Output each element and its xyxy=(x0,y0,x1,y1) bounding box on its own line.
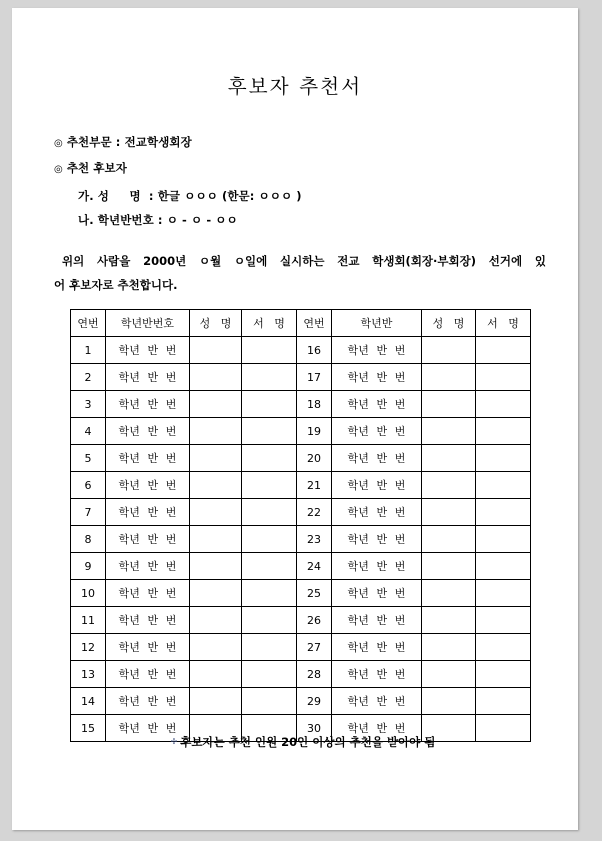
cell-sign-right[interactable] xyxy=(476,499,531,526)
cell-name-right[interactable] xyxy=(422,445,476,472)
header-sign-left: 서 명 xyxy=(242,310,297,337)
cell-class-right: 학년 반 번 xyxy=(332,688,422,715)
cell-sign-right[interactable] xyxy=(476,472,531,499)
cell-name-left[interactable] xyxy=(190,364,242,391)
cell-class-right: 학년 반 번 xyxy=(332,661,422,688)
cell-no-right: 26 xyxy=(297,607,332,634)
paragraph-word: 있 xyxy=(534,254,546,268)
table-header-row xyxy=(71,310,531,337)
cell-class-left: 학년 반 번 xyxy=(106,553,190,580)
footnote xyxy=(12,720,578,764)
paragraph-word: 선거에 xyxy=(488,254,523,268)
cell-class-right: 학년 반 번 xyxy=(332,337,422,364)
cell-class-right: 학년 반 번 xyxy=(332,715,422,742)
cell-no-right: 20 xyxy=(297,445,332,472)
cell-class-left: 학년 반 번 xyxy=(106,499,190,526)
cell-sign-left[interactable] xyxy=(242,445,297,472)
cell-sign-right[interactable] xyxy=(476,391,531,418)
table-body xyxy=(71,337,531,742)
footnote-text: 후보자는 추천 인원 20인 이상의 추천을 받아야 됨 xyxy=(180,735,436,749)
cell-sign-right[interactable] xyxy=(476,364,531,391)
table-row xyxy=(71,661,531,688)
cell-no-left: 6 xyxy=(71,472,106,499)
double-circle-bullet-icon: ◎ xyxy=(54,137,63,149)
cell-no-left: 2 xyxy=(71,364,106,391)
cell-name-right[interactable] xyxy=(422,607,476,634)
cell-sign-left[interactable] xyxy=(242,499,297,526)
bullet-line-candidate xyxy=(54,160,127,176)
cell-sign-left[interactable] xyxy=(242,553,297,580)
cell-name-left[interactable] xyxy=(190,688,242,715)
cell-no-right: 30 xyxy=(297,715,332,742)
cell-name-right[interactable] xyxy=(422,553,476,580)
cell-class-right: 학년 반 번 xyxy=(332,580,422,607)
cell-sign-left[interactable] xyxy=(242,526,297,553)
cell-no-left: 15 xyxy=(71,715,106,742)
document-page xyxy=(12,8,578,830)
cell-class-right: 학년 반 번 xyxy=(332,607,422,634)
cell-no-right: 16 xyxy=(297,337,332,364)
header-class-right: 학년반 xyxy=(332,310,422,337)
cell-sign-right[interactable] xyxy=(476,607,531,634)
cell-no-right: 18 xyxy=(297,391,332,418)
cell-class-right: 학년 반 번 xyxy=(332,445,422,472)
cell-sign-right[interactable] xyxy=(476,418,531,445)
cell-name-left[interactable] xyxy=(190,553,242,580)
cell-sign-right[interactable] xyxy=(476,580,531,607)
table-header xyxy=(71,310,531,337)
cell-no-left: 4 xyxy=(71,418,106,445)
cell-class-right: 학년 반 번 xyxy=(332,634,422,661)
page-title: 후보자 추천서 xyxy=(227,75,363,98)
cell-name-right[interactable] xyxy=(422,526,476,553)
header-sign-right: 서 명 xyxy=(476,310,531,337)
cell-name-left[interactable] xyxy=(190,634,242,661)
cell-name-left[interactable] xyxy=(190,445,242,472)
cell-class-left: 학년 반 번 xyxy=(106,607,190,634)
cell-no-right: 19 xyxy=(297,418,332,445)
cell-class-left: 학년 반 번 xyxy=(106,688,190,715)
table-row xyxy=(71,364,531,391)
cell-sign-right[interactable] xyxy=(476,661,531,688)
cell-sign-right[interactable] xyxy=(476,553,531,580)
paragraph-word: 사람을 xyxy=(96,254,131,268)
cell-sign-left[interactable] xyxy=(242,364,297,391)
table-row xyxy=(71,580,531,607)
cell-class-right: 학년 반 번 xyxy=(332,364,422,391)
table-row xyxy=(71,499,531,526)
cell-no-right: 25 xyxy=(297,580,332,607)
cell-no-left: 13 xyxy=(71,661,106,688)
cell-sign-left[interactable] xyxy=(242,688,297,715)
cell-no-left: 7 xyxy=(71,499,106,526)
cell-class-left: 학년 반 번 xyxy=(106,661,190,688)
cell-name-left[interactable] xyxy=(190,607,242,634)
cell-no-left: 11 xyxy=(71,607,106,634)
cell-class-left: 학년 반 번 xyxy=(106,337,190,364)
paragraph-word: ㅇ일에 xyxy=(233,254,268,268)
header-name-right: 성 명 xyxy=(422,310,476,337)
table-row xyxy=(71,526,531,553)
candidate-name-field-line: 가. 성 명 : 한글 ㅇㅇㅇ (한문: ㅇㅇㅇ ) xyxy=(78,189,302,203)
cell-sign-left[interactable] xyxy=(242,607,297,634)
header-no-right: 연번 xyxy=(297,310,332,337)
cell-class-left: 학년 반 번 xyxy=(106,580,190,607)
cell-class-left: 학년 반 번 xyxy=(106,472,190,499)
cell-class-right: 학년 반 번 xyxy=(332,526,422,553)
cell-no-left: 5 xyxy=(71,445,106,472)
cell-class-right: 학년 반 번 xyxy=(332,391,422,418)
paragraph-word: 학생회(회장·부회장) xyxy=(372,254,476,268)
cell-class-left: 학년 반 번 xyxy=(106,715,190,742)
footnote-marker-icon: ✢ xyxy=(170,737,178,746)
cell-no-left: 14 xyxy=(71,688,106,715)
paragraph-word: 실시하는 xyxy=(280,254,325,268)
cell-class-right: 학년 반 번 xyxy=(332,472,422,499)
cell-name-left[interactable] xyxy=(190,661,242,688)
paragraph-word: 위의 xyxy=(62,254,85,268)
cell-sign-left[interactable] xyxy=(242,391,297,418)
cell-name-left[interactable] xyxy=(190,499,242,526)
cell-sign-right[interactable] xyxy=(476,445,531,472)
cell-name-left[interactable] xyxy=(190,391,242,418)
cell-no-left: 3 xyxy=(71,391,106,418)
table-row xyxy=(71,391,531,418)
cell-class-left: 학년 반 번 xyxy=(106,418,190,445)
cell-class-left: 학년 반 번 xyxy=(106,391,190,418)
cell-class-right: 학년 반 번 xyxy=(332,553,422,580)
cell-class-right: 학년 반 번 xyxy=(332,499,422,526)
cell-name-right[interactable] xyxy=(422,688,476,715)
cell-name-right[interactable] xyxy=(422,337,476,364)
paragraph-word: ㅇ월 xyxy=(198,254,222,268)
cell-name-left[interactable] xyxy=(190,337,242,364)
cell-class-left: 학년 반 번 xyxy=(106,445,190,472)
cell-name-right[interactable] xyxy=(422,391,476,418)
header-class-left: 학년반번호 xyxy=(106,310,190,337)
cell-sign-left[interactable] xyxy=(242,580,297,607)
cell-name-left[interactable] xyxy=(190,418,242,445)
candidate-class-number-field-line: 나. 학년반번호 : ㅇ - ㅇ - ㅇㅇ xyxy=(78,213,238,227)
cell-sign-left[interactable] xyxy=(242,472,297,499)
cell-name-left[interactable] xyxy=(190,580,242,607)
cell-no-right: 27 xyxy=(297,634,332,661)
cell-name-right[interactable] xyxy=(422,661,476,688)
cell-no-right: 22 xyxy=(297,499,332,526)
paragraph-word: 전교 xyxy=(337,254,360,268)
bullet-label-recommendation-category: 추천부문 : 전교학생회장 xyxy=(66,135,192,149)
cell-sign-left[interactable] xyxy=(242,634,297,661)
cell-sign-left[interactable] xyxy=(242,661,297,688)
table-row xyxy=(71,553,531,580)
cell-no-right: 28 xyxy=(297,661,332,688)
cell-no-right: 17 xyxy=(297,364,332,391)
cell-name-right[interactable] xyxy=(422,580,476,607)
body-paragraph-line-2: 어 후보자로 추천합니다. xyxy=(54,278,178,292)
cell-no-right: 29 xyxy=(297,688,332,715)
cell-name-right[interactable] xyxy=(422,364,476,391)
cell-no-left: 10 xyxy=(71,580,106,607)
cell-no-left: 8 xyxy=(71,526,106,553)
cell-sign-right[interactable] xyxy=(476,526,531,553)
paragraph-word: 2000년 xyxy=(143,254,187,268)
table-row xyxy=(71,688,531,715)
table-row xyxy=(71,472,531,499)
bullet-label-candidate: 추천 후보자 xyxy=(66,161,127,175)
cell-name-right[interactable] xyxy=(422,472,476,499)
cell-name-right[interactable] xyxy=(422,634,476,661)
cell-no-right: 24 xyxy=(297,553,332,580)
cell-sign-right[interactable] xyxy=(476,634,531,661)
header-name-left: 성 명 xyxy=(190,310,242,337)
cell-no-left: 1 xyxy=(71,337,106,364)
double-circle-bullet-icon: ◎ xyxy=(54,163,63,175)
cell-sign-left[interactable] xyxy=(242,337,297,364)
cell-sign-right[interactable] xyxy=(476,337,531,364)
cell-sign-left[interactable] xyxy=(242,418,297,445)
cell-no-right: 21 xyxy=(297,472,332,499)
table-row xyxy=(71,634,531,661)
cell-sign-right[interactable] xyxy=(476,688,531,715)
table-row xyxy=(71,445,531,472)
cell-class-left: 학년 반 번 xyxy=(106,634,190,661)
table-row xyxy=(71,607,531,634)
cell-class-right: 학년 반 번 xyxy=(332,418,422,445)
body-paragraph xyxy=(54,249,546,297)
cell-class-left: 학년 반 번 xyxy=(106,526,190,553)
cell-name-left[interactable] xyxy=(190,472,242,499)
cell-no-left: 9 xyxy=(71,553,106,580)
table-row xyxy=(71,337,531,364)
table-row xyxy=(71,418,531,445)
bullet-line-recommendation-category xyxy=(54,134,192,150)
cell-no-left: 12 xyxy=(71,634,106,661)
header-no-left: 연번 xyxy=(71,310,106,337)
cell-no-right: 23 xyxy=(297,526,332,553)
cell-name-right[interactable] xyxy=(422,499,476,526)
body-paragraph-line-1 xyxy=(54,249,546,273)
cell-name-right[interactable] xyxy=(422,418,476,445)
recommendation-signature-table xyxy=(70,309,531,742)
cell-name-left[interactable] xyxy=(190,526,242,553)
cell-class-left: 학년 반 번 xyxy=(106,364,190,391)
